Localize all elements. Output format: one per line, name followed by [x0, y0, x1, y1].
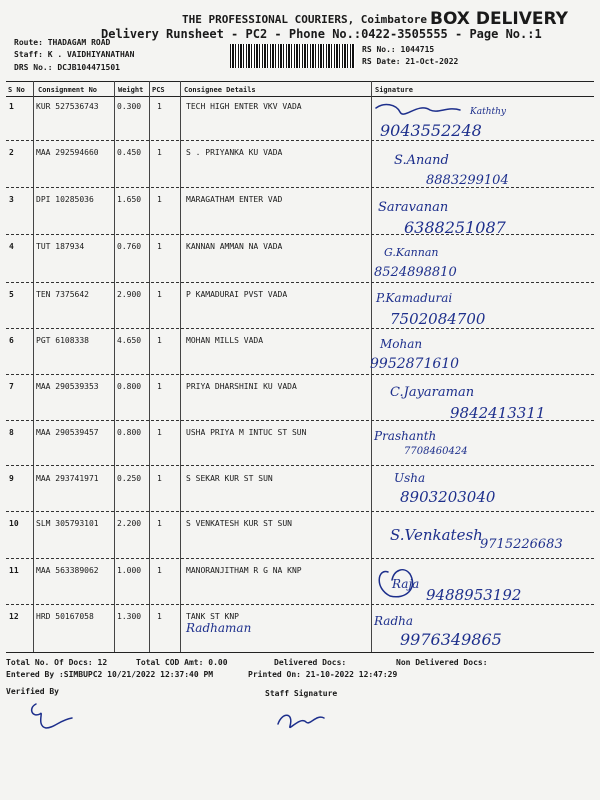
row-weight: 0.760: [117, 242, 142, 251]
handwritten-signature: [370, 236, 594, 282]
table-bottom-border: [6, 652, 594, 653]
signature-phone: 9842413311: [450, 404, 546, 422]
row-consignee: P KAMADURAI PVST VADA: [186, 290, 288, 299]
staff-signature-label: Staff Signature: [265, 689, 338, 698]
row-consignee: S VENKATESH KUR ST SUN: [186, 519, 292, 528]
table-top-border: [6, 81, 594, 82]
total-docs: Total No. Of Docs: 12: [6, 658, 108, 667]
route-label: Route: THADAGAM ROAD: [14, 38, 111, 47]
row-weight: 4.650: [117, 336, 142, 345]
row-consignment: PGT 6108338: [36, 336, 89, 345]
row-sno: 9: [9, 474, 14, 483]
handwritten-signature: [370, 98, 594, 140]
signature-phone: 7708460424: [404, 446, 468, 457]
row-consignment: KUR 527536743: [36, 102, 99, 111]
row-consignee: TECH HIGH ENTER VKV VADA: [186, 102, 302, 111]
row-pcs: 1: [157, 242, 162, 251]
row-separator: [6, 282, 594, 283]
row-sno: 8: [9, 428, 14, 437]
col-header-signature: Signature: [375, 86, 413, 94]
row-sno: 2: [9, 148, 14, 157]
signature-name: G.Kannan: [384, 246, 439, 259]
row-pcs: 1: [157, 102, 162, 111]
rs-number: RS No.: 1044715: [362, 45, 435, 54]
row-pcs: 1: [157, 566, 162, 575]
row-consignee: TANK ST KNP: [186, 612, 239, 621]
col-sep-4: [180, 81, 181, 652]
col-header-consignment: Consignment No: [38, 86, 98, 94]
signature-name: Mohan: [380, 337, 423, 351]
row-weight: 1.300: [117, 612, 142, 621]
staff-label: Staff: K . VAIDHIYANATHAN: [14, 50, 135, 59]
row-consignee: PRIYA DHARSHINI KU VADA: [186, 382, 297, 391]
signature-name: C.Jayaraman: [390, 385, 475, 400]
signature-phone: 9488953192: [426, 586, 522, 604]
row-pcs: 1: [157, 612, 162, 621]
row-consignee: MOHAN MILLS VADA: [186, 336, 264, 345]
row-sno: 4: [9, 242, 14, 251]
runsheet-title: Delivery Runsheet - PC2 - Phone No.:0422-3505555 - Page No.:1: [101, 27, 542, 41]
signature-phone: 9952871610: [370, 356, 460, 372]
delivered-docs: Delivered Docs:: [274, 658, 347, 667]
verified-by-signature: [26, 698, 86, 734]
col-header-weight: Weight: [118, 86, 144, 94]
signature-name: Usha: [394, 471, 426, 485]
signature-name: S.Anand: [394, 153, 449, 168]
total-cod: Total COD Amt: 0.00: [136, 658, 228, 667]
row-sno: 6: [9, 336, 14, 345]
signature-phone: 8883299104: [426, 173, 509, 188]
entered-by: Entered By :SIMBUPC2 10/21/2022 12:37:40 PM: [6, 670, 214, 679]
handwritten-signature: [370, 284, 594, 330]
row-consignment: MAA 293741971: [36, 474, 99, 483]
col-header-pcs: PCS: [152, 86, 165, 94]
row-sno: 7: [9, 382, 14, 391]
row-weight: 2.900: [117, 290, 142, 299]
row-consignee: MARAGATHAM ENTER VAD: [186, 195, 283, 204]
row-consignment: TEN 7375642: [36, 290, 89, 299]
row-weight: 0.300: [117, 102, 142, 111]
col-sep-3: [149, 81, 150, 652]
row-consignment: MAA 292594660: [36, 148, 99, 157]
handwritten-signature: [370, 605, 594, 651]
row-consignee: S SEKAR KUR ST SUN: [186, 474, 273, 483]
signature-phone: 7502084700: [390, 310, 486, 328]
consignee-handwritten-note: [184, 618, 284, 638]
row-consignment: MAA 563389062: [36, 566, 99, 575]
row-pcs: 1: [157, 519, 162, 528]
handwritten-signature: [370, 189, 594, 235]
row-weight: 0.250: [117, 474, 142, 483]
printed-on: Printed On: 21-10-2022 12:47:29: [248, 670, 398, 679]
delivery-type-title: BOX DELIVERY: [430, 9, 568, 29]
row-weight: 1.000: [117, 566, 142, 575]
row-consignee: USHA PRIYA M INTUC ST SUN: [186, 428, 307, 437]
row-sno: 1: [9, 102, 14, 111]
row-pcs: 1: [157, 474, 162, 483]
handwritten-signature: [370, 422, 594, 466]
signature-name: P.Kamadurai: [376, 291, 453, 305]
row-sno: 5: [9, 290, 14, 299]
handwritten-signature: [370, 330, 594, 376]
signature-phone: 8524898810: [374, 265, 457, 280]
signature-name: S.Venkatesh: [390, 526, 483, 544]
row-consignee: KANNAN AMMAN NA VADA: [186, 242, 283, 251]
rs-date: RS Date: 21-Oct-2022: [362, 57, 459, 66]
row-separator: [6, 140, 594, 141]
row-weight: 0.800: [117, 382, 142, 391]
row-sno: 10: [9, 519, 19, 528]
signature-phone: 9715226683: [480, 537, 563, 552]
barcode: [230, 44, 355, 68]
row-consignment: DPI 10285036: [36, 195, 94, 204]
signature-phone: 9976349865: [400, 630, 502, 649]
handwritten-signature: [370, 142, 594, 188]
handwritten-signature: [370, 558, 594, 604]
col-header-consignee: Consignee Details: [184, 86, 256, 94]
row-consignment: HRD 50167058: [36, 612, 94, 621]
row-sno: 11: [9, 566, 19, 575]
col-sep-1: [33, 81, 34, 652]
row-consignee: S . PRIYANKA KU VADA: [186, 148, 283, 157]
signature-phone: 6388251087: [404, 218, 506, 235]
signature-name: Kaththy: [470, 107, 506, 117]
row-weight: 0.450: [117, 148, 142, 157]
row-pcs: 1: [157, 382, 162, 391]
row-weight: 2.200: [117, 519, 142, 528]
col-sep-2: [114, 81, 115, 652]
signature-phone: 8903203040: [400, 488, 496, 506]
signature-name: Saravanan: [378, 200, 449, 215]
row-weight: 0.800: [117, 428, 142, 437]
row-pcs: 1: [157, 336, 162, 345]
row-pcs: 1: [157, 290, 162, 299]
signature-phone: 9043552248: [380, 121, 482, 140]
row-sno: 3: [9, 195, 14, 204]
row-pcs: 1: [157, 195, 162, 204]
row-pcs: 1: [157, 148, 162, 157]
handwritten-signature: [370, 376, 594, 422]
signature-name: Prashanth: [374, 429, 437, 443]
consignee-note: Radhaman: [186, 621, 252, 635]
signature-name: Raja: [392, 577, 420, 591]
verified-by-label: Verified By: [6, 687, 59, 696]
handwritten-signature: [370, 512, 594, 558]
row-pcs: 1: [157, 428, 162, 437]
non-delivered-docs: Non Delivered Docs:: [396, 658, 488, 667]
drs-number: DRS No.: DCJB104471501: [14, 63, 120, 72]
row-consignment: TUT 187934: [36, 242, 85, 251]
col-header-sno: S No: [8, 86, 25, 94]
row-sno: 12: [9, 612, 19, 621]
signature-name: Radha: [374, 614, 414, 628]
staff-signature-mark: [272, 704, 342, 736]
company-name: THE PROFESSIONAL COURIERS, Coimbatore: [182, 13, 428, 26]
table-header-border: [6, 96, 594, 97]
row-consignment: MAA 290539457: [36, 428, 99, 437]
row-consignee: MANORANJITHAM R G NA KNP: [186, 566, 302, 575]
row-consignment: SLM 305793101: [36, 519, 99, 528]
row-weight: 1.650: [117, 195, 142, 204]
handwritten-signature: [370, 466, 594, 512]
row-consignment: MAA 290539353: [36, 382, 99, 391]
